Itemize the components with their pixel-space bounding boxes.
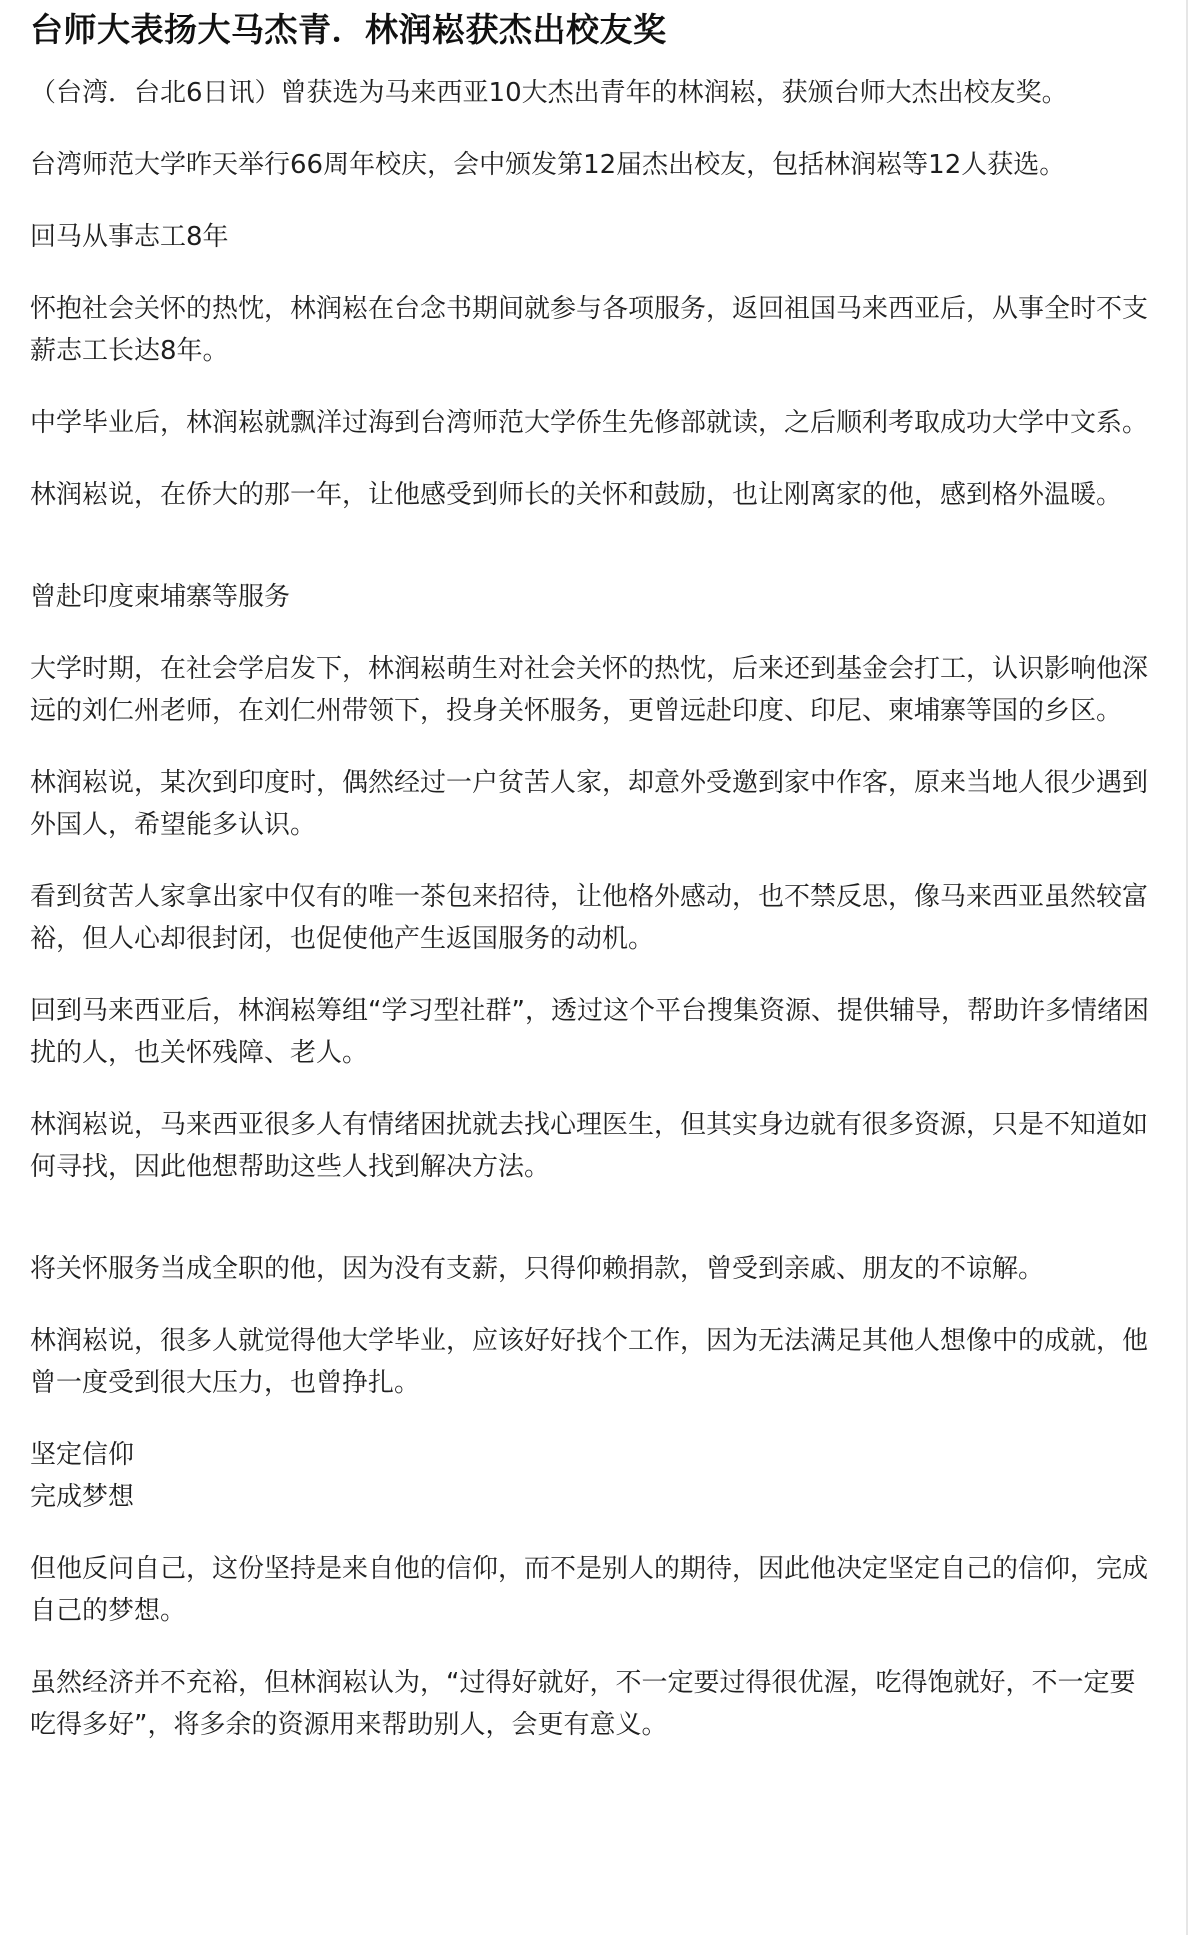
article-paragraph: 林润崧说，某次到印度时，偶然经过一户贫苦人家，却意外受邀到家中作客，原来当地人很少遇到外国人，希望能多认识。 (30, 768, 1149, 840)
article-paragraph: 怀抱社会关怀的热忱，林润崧在台念书期间就参与各项服务，返回祖国马来西亚后，从事全时不支薪志工长达8年。 (30, 294, 1149, 366)
article-paragraph: 将关怀服务当成全职的他，因为没有支薪，只得仰赖捐款，曾受到亲戚、朋友的不谅解。 (30, 1254, 1045, 1284)
section-heading-line: 坚定信仰 (30, 1440, 135, 1470)
section-heading: 回马从事志工8年 (30, 222, 229, 252)
article-paragraph: （台湾．台北6日讯）曾获选为马来西亚10大杰出青年的林润崧，获颁台师大杰出校友奖。 (30, 78, 1068, 108)
article-paragraph: 中学毕业后，林润崧就飘洋过海到台湾师范大学侨生先修部就读，之后顺利考取成功大学中文系。 (30, 408, 1149, 438)
spacer (30, 546, 1160, 576)
article-paragraph: 林润崧说，马来西亚很多人有情绪困扰就去找心理医生，但其实身边就有很多资源，只是不知道如何寻找，因此他想帮助这些人找到解决方法。 (30, 1110, 1149, 1182)
article-paragraph: 大学时期，在社会学启发下，林润崧萌生对社会关怀的热忱，后来还到基金会打工，认识影响他深远的刘仁州老师，在刘仁州带领下，投身关怀服务，更曾远赴印度、印尼、柬埔寨等国的乡区。 (30, 654, 1149, 726)
article-paragraph: 回到马来西亚后，林润崧筹组“学习型社群”，透过这个平台搜集资源、提供辅导，帮助许多情绪困扰的人，也关怀残障、老人。 (30, 996, 1149, 1068)
section-heading: 曾赴印度柬埔寨等服务 (30, 582, 291, 612)
article-paragraph: 林润崧说，很多人就觉得他大学毕业，应该好好找个工作，因为无法满足其他人想像中的成就，他曾一度受到很大压力，也曾挣扎。 (30, 1326, 1149, 1398)
spacer (30, 1218, 1160, 1248)
article-paragraph: 虽然经济并不充裕，但林润崧认为，“过得好就好，不一定要过得很优渥，吃得饱就好，不一定要吃得多好”，将多余的资源用来帮助别人，会更有意义。 (30, 1668, 1136, 1740)
article-paragraph: 但他反问自己，这份坚持是来自他的信仰，而不是别人的期待，因此他决定坚定自己的信仰，完成自己的梦想。 (30, 1554, 1149, 1626)
section-heading-line: 完成梦想 (30, 1482, 135, 1512)
article-title: 台师大表扬大马杰青．林润崧获杰出校友奖 (30, 10, 667, 49)
article-paragraph: 台湾师范大学昨天举行66周年校庆，会中颁发第12届杰出校友，包括林润崧等12人获选。 (30, 150, 1066, 180)
section-heading (30, 1434, 1160, 1518)
news-article (30, 8, 1160, 1776)
article-paragraph: 看到贫苦人家拿出家中仅有的唯一茶包来招待，让他格外感动，也不禁反思，像马来西亚虽然较富裕，但人心却很封闭，也促使他产生返国服务的动机。 (30, 882, 1149, 954)
article-paragraph: 林润崧说，在侨大的那一年，让他感受到师长的关怀和鼓励，也让刚离家的他，感到格外温暖。 (30, 480, 1123, 510)
